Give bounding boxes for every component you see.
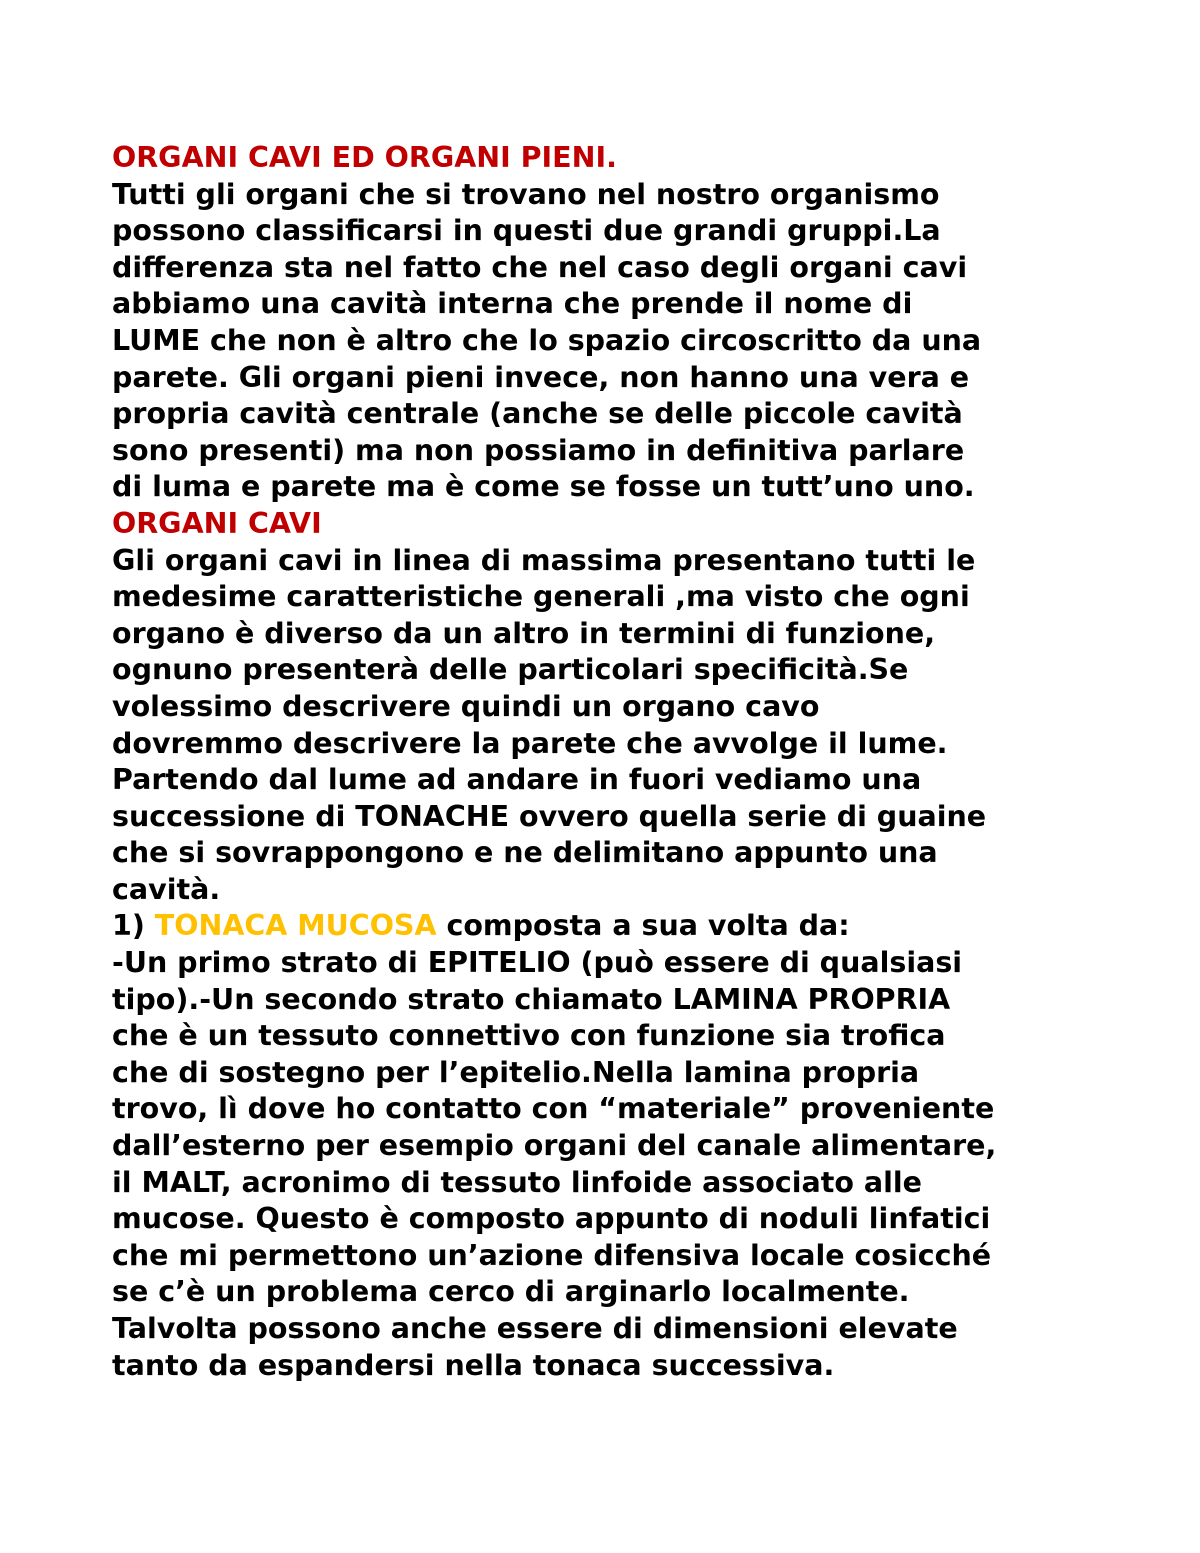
item1-line-1: -Un primo strato di EPITELIO (può essere di qualsiasi: [112, 946, 963, 980]
list-item-1-number: 1): [112, 909, 145, 943]
section-line-10: cavità.: [112, 872, 221, 906]
list-item-1-heading: [112, 908, 1112, 945]
item1-line-8: mucose. Questo è composto appunto di noduli linfatici: [112, 1202, 991, 1236]
intro-line-5: LUME che non è altro che lo spazio circoscritto da una: [112, 323, 982, 357]
section-line-8: successione di TONACHE ovvero quella serie di guaine: [112, 799, 987, 833]
list-item-1-name: TONACA MUCOSA: [154, 909, 437, 943]
section-line-9: che si sovrappongono e ne delimitano appunto una: [112, 836, 938, 870]
item1-line-3: che è un tessuto connettivo con funzione sia trofica: [112, 1019, 946, 1053]
intro-line-8: sono presenti) ma non possiamo in definitiva parlare: [112, 433, 965, 467]
intro-line-4: abbiamo una cavità interna che prende il nome di: [112, 287, 913, 321]
item1-line-12: tanto da espandersi nella tonaca successiva.: [112, 1348, 835, 1382]
section-line-3: organo è diverso da un altro in termini di funzione,: [112, 616, 936, 650]
item1-line-10: se c’è un problema cerco di arginarlo localmente.: [112, 1275, 910, 1309]
intro-line-9: di luma e parete ma è come se fosse un tutt’uno uno.: [112, 470, 975, 504]
item1-line-11: Talvolta possono anche essere di dimensioni elevate: [112, 1312, 958, 1345]
item1-line-5: trovo, lì dove ho contatto con “materiale” proveniente: [112, 1092, 995, 1126]
section-line-6: dovremmo descrivere la parete che avvolge il lume.: [112, 726, 948, 760]
document-title: ORGANI CAVI ED ORGANI PIENI.: [112, 141, 617, 174]
item1-line-2: tipo).-Un secondo strato chiamato LAMINA PROPRIA: [112, 982, 951, 1016]
section-line-7: Partendo dal lume ad andare in fuori vediamo una: [112, 763, 922, 797]
section-line-4: ognuno presenterà delle particolari specificità.Se: [112, 653, 909, 687]
document-page: [112, 140, 1112, 1384]
intro-line-7: propria cavità centrale (anche se delle piccole cavità: [112, 397, 963, 431]
item1-line-9: che mi permettono un’azione difensiva locale cosicché: [112, 1238, 992, 1272]
section-line-5: volessimo descrivere quindi un organo cavo: [112, 689, 820, 723]
section-line-1: Gli organi cavi in linea di massima presentano tutti le: [112, 543, 976, 577]
list-item-1-rest: composta a sua volta da:: [446, 909, 850, 943]
intro-line-2: possono classificarsi in questi due grandi gruppi.La: [112, 214, 941, 248]
item1-line-6: dall’esterno per esempio organi del canale alimentare,: [112, 1129, 997, 1163]
section-line-2: medesime caratteristiche generali ,ma visto che ogni: [112, 580, 970, 614]
intro-line-3: differenza sta nel fatto che nel caso degli organi cavi: [112, 250, 968, 284]
section-heading: ORGANI CAVI: [112, 506, 322, 540]
item1-line-7: il MALT, acronimo di tessuto linfoide associato alle: [112, 1165, 922, 1199]
intro-line-6: parete. Gli organi pieni invece, non hanno una vera e: [112, 360, 970, 394]
intro-line-1: Tutti gli organi che si trovano nel nostro organismo: [112, 177, 940, 211]
item1-line-4: che di sostegno per l’epitelio.Nella lamina propria: [112, 1055, 920, 1089]
